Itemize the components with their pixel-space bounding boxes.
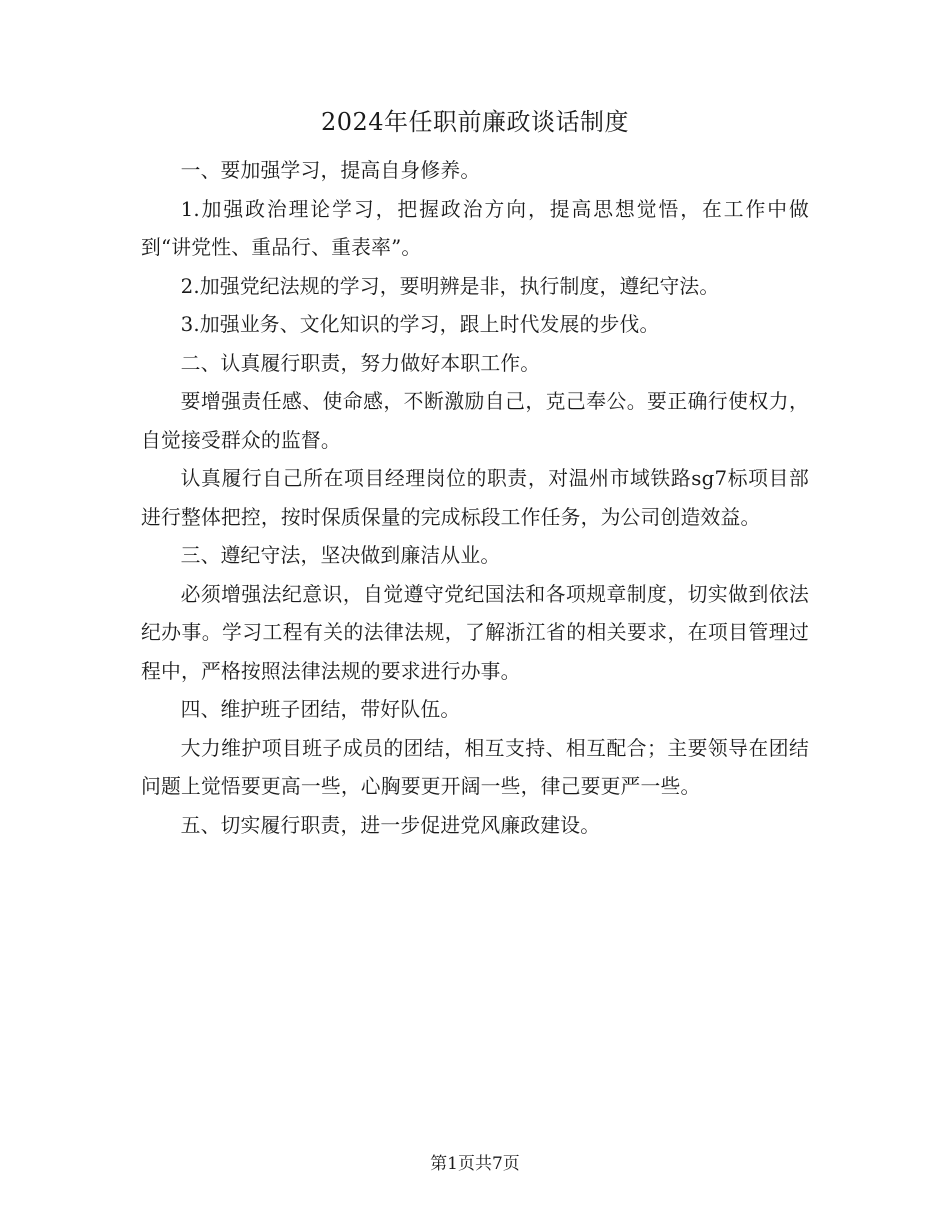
paragraph-1-1: 1.加强政治理论学习，把握政治方向，提高思想觉悟，在工作中做到“讲党性、重品行、重表率”。 [141,197,809,259]
section-heading-4: 四、维护班子团结，带好队伍。 [180,698,461,721]
section-heading-5: 五、切实履行职责，进一步促进党风廉政建设。 [180,813,601,837]
paragraph-1-3: 3.加强业务、文化知识的学习，跟上时代发展的步伐。 [180,313,660,336]
paragraph-2-2: 认真履行自己所在项目经理岗位的职责，对温州市域铁路sg7标项目部进行整体把控，按时保质保量的完成标段工作任务，为公司创造效益。 [141,467,809,529]
document-body [141,152,809,845]
section-heading-1: 一、要加强学习，提高自身修养。 [180,159,481,182]
page-number: 第1页共7页 [430,1154,520,1174]
section-heading-3: 三、遵纪守法，坚决做到廉洁从业。 [180,544,501,567]
paragraph-4-1: 大力维护项目班子成员的团结，相互支持、相互配合；主要领导在团结问题上觉悟要更高一些，心胸要更开阔一些，律己要更严一些。 [141,736,809,798]
paragraph-1-2: 2.加强党纪法规的学习，要明辨是非，执行制度，遵纪守法。 [180,274,720,298]
section-heading-2: 二、认真履行职责，努力做好本职工作。 [180,351,541,375]
paragraph-3-1: 必须增强法纪意识，自觉遵守党纪国法和各项规章制度，切实做到依法纪办事。学习工程有关的法律法规，了解浙江省的相关要求，在项目管理过程中，严格按照法律法规的要求进行办事。 [141,582,809,683]
paragraph-2-1: 要增强责任感、使命感，不断激励自己，克己奉公。要正确行使权力，自觉接受群众的监督。 [141,390,809,452]
document-title: 2024年任职前廉政谈话制度 [320,108,630,136]
